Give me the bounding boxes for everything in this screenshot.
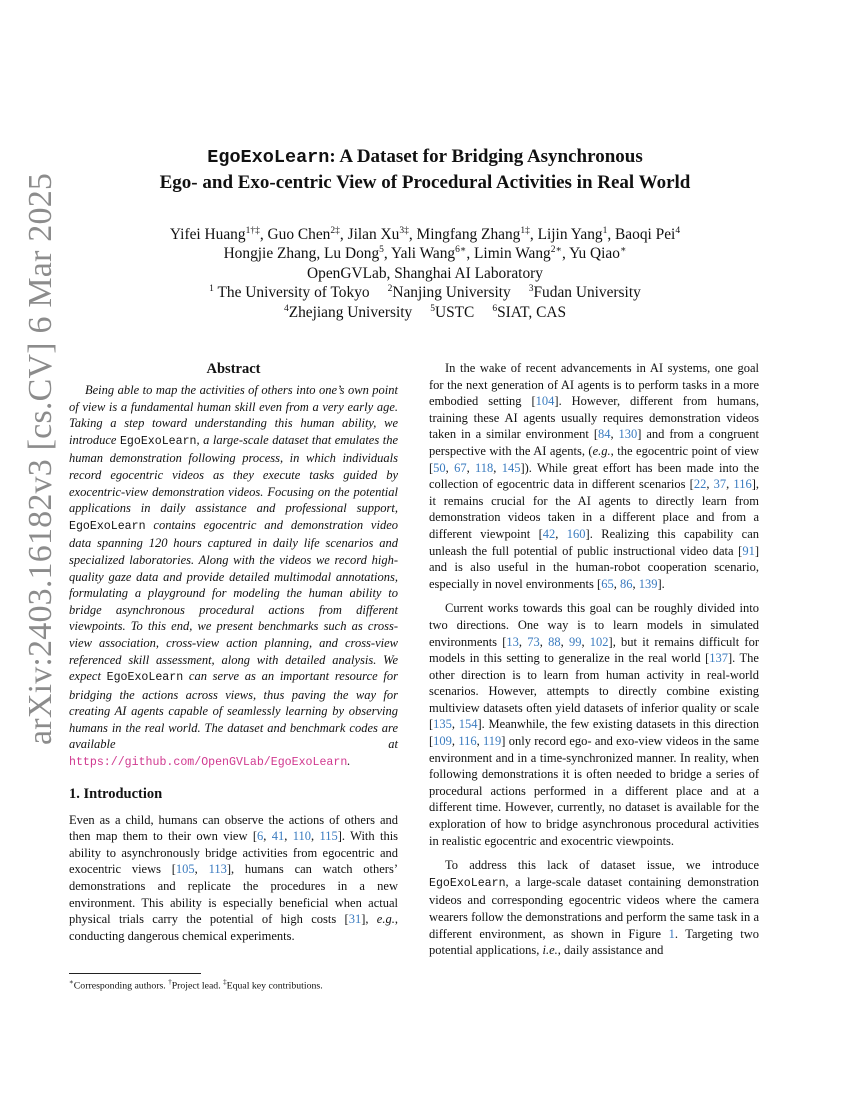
- citation-link[interactable]: 110: [292, 829, 311, 844]
- left-column: [69, 360, 398, 944]
- footnote-divider: [69, 973, 201, 974]
- author-name: Jilan Xu: [347, 226, 400, 243]
- author-name: Yu Qiao: [569, 245, 620, 263]
- intro-paragraph: Current works towards this goal can be roughly divided into two directions. One way is to learn models in simulated environments [13, 73, 88, 99, 102], but it remains difficult for models in this setting to generalize in the real world [137]. The other direction is to learn from human activity in real-world scenarios. However, attempts to directly combine existing multiview datasets often yield datasets of inferior quality or scale [135, 154]. Meanwhile, the few existing datasets in this direction [109, 116, 119] only record ego- and exo-view videos in the same environment and in a time-synchronized manner. In reality, when following demonstrations it is often needed to bridge a series of procedural actions performed in a different place and at a different time. However, currently, no dataset is available for the exploration of how to bridge asynchronous procedural activities in realistic egocentric and exocentric viewpoints.: [429, 601, 760, 848]
- intro-paragraph: To address this lack of dataset issue, we introduce EgoExoLearn, a large-scale dataset containing demonstration videos and corresponding egocentric videos where the camera wearers follow the demonstrations and perform the same task in a different environment, as shown in Figure 1. Targeting two potential applications, i.e., daily assistance and: [429, 858, 759, 958]
- citation-link[interactable]: 160: [566, 526, 586, 541]
- citation-link[interactable]: 91: [742, 543, 755, 558]
- dataset-name: EgoExoLearn: [207, 147, 330, 168]
- lab-name: OpenGVLab, Shanghai AI Laboratory: [307, 264, 543, 282]
- author-name: Lijin Yang: [537, 226, 603, 243]
- section-heading-introduction: 1. Introduction: [69, 785, 163, 802]
- affiliation: $^4$Zhejiang University: [283, 303, 413, 321]
- citation-link[interactable]: 65: [601, 576, 614, 591]
- intro-paragraph: Even as a child, humans can observe the actions of others and then map them to their own view [6, 41, 110, 115]. With this ability to asynchronously bridge activities from egocentric and exocentric views [105, 113], humans can watch others’ demonstrations and replicate the procedures in a new environment. This ability is especially beneficial when actual physical trials carry the potential of high costs [31], e.g., conducting dangerous chemical experiments.: [69, 812, 399, 943]
- citation-link[interactable]: 13: [506, 634, 519, 649]
- citation-link[interactable]: 99: [568, 634, 582, 649]
- citation-link[interactable]: 31: [348, 912, 362, 927]
- affiliation: $^2$Nanjing University: [387, 284, 511, 302]
- paper-title: [0, 144, 850, 195]
- citation-link[interactable]: 67: [454, 460, 467, 475]
- author-block: [0, 225, 850, 322]
- dataset-name: EgoExoLearn: [429, 876, 506, 890]
- figure-reference-link[interactable]: 1: [668, 926, 675, 941]
- affiliation-marker: 2∗: [550, 245, 562, 256]
- citation-link[interactable]: 116: [733, 477, 752, 492]
- citation-link[interactable]: 109: [433, 734, 452, 749]
- citation-link[interactable]: 105: [175, 862, 195, 877]
- affiliation: $^5$USTC: [430, 303, 475, 321]
- author-list-line2: Hongjie Zhang, Lu Dong$^5$, Yali Wang$^{6∗}$, Limin Wang$^{2∗}$, Yu Qiao∗: [223, 245, 627, 263]
- citation-link[interactable]: 116: [458, 734, 477, 749]
- citation-link[interactable]: 118: [474, 460, 494, 475]
- affiliation-marker: 1†‡: [245, 225, 260, 236]
- affiliations-line1: [0, 283, 850, 302]
- affiliation-marker: 3‡: [399, 225, 409, 236]
- affiliation: $^6$SIAT, CAS: [492, 303, 567, 321]
- affiliation-marker: 4: [675, 225, 681, 236]
- citation-link[interactable]: 50: [433, 460, 446, 475]
- author-name: Limin Wang: [474, 245, 551, 263]
- dataset-name: EgoExoLearn: [69, 519, 146, 533]
- citation-link[interactable]: 119: [483, 734, 502, 749]
- affiliation-marker: 5: [379, 245, 384, 256]
- title-line1: : A Dataset for Bridging Asynchronous: [329, 146, 643, 167]
- affiliation: $^1$ The University of Tokyo: [209, 284, 370, 302]
- footnote: ∗Corresponding authors. †Project lead. ‡Equal key contributions.: [69, 978, 323, 992]
- author-name: Guo Chen: [267, 226, 331, 243]
- affiliation-marker: 1: [602, 225, 608, 236]
- citation-link[interactable]: 130: [618, 427, 638, 442]
- affiliation: $^3$Fudan University: [528, 284, 641, 302]
- citation-link[interactable]: 37: [713, 477, 727, 492]
- citation-link[interactable]: 41: [271, 829, 285, 844]
- citation-link[interactable]: 115: [319, 829, 338, 844]
- author-list-line1: Yifei Huang$^{1\dagger\ddagger}$, Guo Chen$^{2\ddagger}$, Jilan $Xu^{3\ddagger}$, Mingfang Zhang$^{1\ddagger}$, Lijin Yang$^1$, Baoqi Pei$^4$: [169, 225, 681, 243]
- citation-link[interactable]: 145: [501, 460, 521, 475]
- citation-link[interactable]: 135: [433, 717, 452, 732]
- affiliation-marker: 6∗: [455, 245, 467, 256]
- affiliation-marker: 2‡: [330, 225, 340, 236]
- author-name: Mingfang Zhang: [416, 226, 521, 243]
- author-name: Hongjie Zhang: [223, 245, 317, 263]
- title-line2: Ego- and Exo-centric View of Procedural Activities in Real World: [159, 172, 691, 193]
- citation-link[interactable]: 88: [548, 634, 561, 649]
- dataset-name: EgoExoLearn: [119, 434, 197, 448]
- citation-link[interactable]: 154: [458, 717, 478, 732]
- citation-link[interactable]: 22: [693, 477, 707, 492]
- citation-link[interactable]: 104: [535, 394, 555, 409]
- intro-paragraph: In the wake of recent advancements in AI systems, one goal for the next generation of AI agents is to perform tasks in a more embodied setting [104]. However, different from humans, training these AI agents usually requires demonstration videos taken in a similar environment [84, 130] and from a congruent perspective with the AI agents, (e.g., the egocentric point of view [50, 67, 118, 145]). While great effort has been made into the collection of egocentric data in different scenarios [22, 37, 116], it remains crucial for the AI agents to directly learn from demonstration videos taken in a different place and from a different viewpoint [42, 160]. Realizing this capability can unleash the full potential of public instructional video data [91] and is also useful in the human-robot cooperation scenario, especially in novel environments [65, 86, 139].: [429, 361, 760, 591]
- github-link[interactable]: https://github.com/OpenGVLab/EgoExoLearn: [69, 756, 348, 770]
- citation-link[interactable]: 42: [542, 526, 556, 541]
- author-name: Baoqi Pei: [615, 226, 676, 243]
- citation-link[interactable]: 73: [527, 634, 540, 649]
- citation-link[interactable]: 102: [589, 634, 609, 649]
- abstract-heading: Abstract: [206, 361, 261, 377]
- author-name: Yali Wang: [391, 245, 456, 263]
- author-name: Lu Dong: [324, 245, 380, 263]
- dataset-name: EgoExoLearn: [106, 671, 184, 685]
- arxiv-identifier: arXiv:2403.16182v3 [cs.CV] 6 Mar 2025: [22, 172, 59, 745]
- affiliations-line2: [0, 303, 850, 322]
- citation-link[interactable]: 113: [208, 862, 227, 877]
- right-column: [429, 360, 759, 959]
- citation-link[interactable]: 86: [619, 576, 633, 591]
- citation-link[interactable]: 84: [597, 427, 611, 442]
- citation-link[interactable]: 139: [638, 576, 658, 591]
- abstract-text: Being able to map the activities of others into one’s own point of view is a fundamental human skill even from a very early age. Taking a step toward understanding this human ability, we introduce EgoExoLearn, a large-scale dataset that emulates the human demonstration following process, in which individuals record egocentric videos as they execute tasks guided by exocentric-view demonstration videos. Focusing on the potential applications in daily assistance and professional support, EgoExoLearn contains egocentric and demonstration video data spanning 120 hours captured in daily life scenarios and specialized laboratories. Along with the videos we record high-quality gaze data and provide detailed multimodal annotations, formulating a playground for modeling the human ability to bridge asynchronous procedural actions from different viewpoints. To this end, we present benchmarks such as cross-view association, cross-view action planning, and cross-view referenced skill assessment, along with detailed analysis. We expect EgoExoLearn can serve as an important resource for bridging the actions across views, thus paving the way for creating AI agents capable of seamlessly learning by observing humans in the real world. The dataset and benchmark codes are available at https://github.com/OpenGVLab/EgoExoLearn.: [69, 383, 398, 770]
- affiliation-marker: ∗: [619, 245, 627, 256]
- citation-link[interactable]: 137: [709, 651, 728, 666]
- citation-link[interactable]: 6: [257, 829, 264, 844]
- affiliation-marker: 1‡: [520, 225, 530, 236]
- author-name: Yifei Huang: [169, 226, 246, 243]
